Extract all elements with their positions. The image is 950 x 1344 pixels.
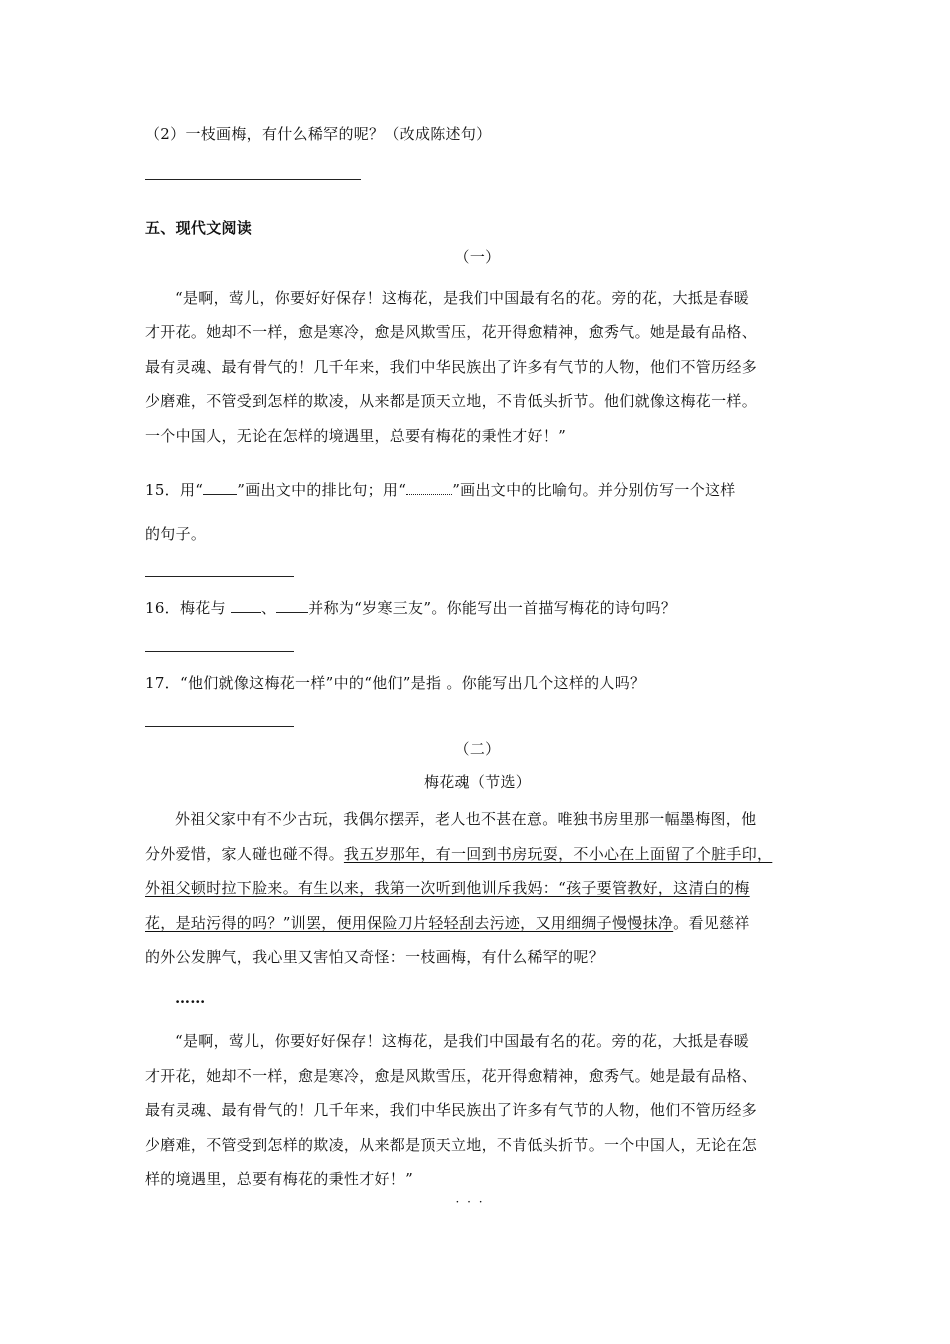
part2-p1-line-5: 的外公发脾气，我心里又害怕又奇怪：一枝画梅，有什么稀罕的呢？ [145,948,605,966]
part2-p2-line-4: 少磨难，不管受到怎样的欺凌，从来都是顶天立地，不肯低头折节。一个中国人，无论在怎 [145,1136,758,1154]
part1-line-2: 才开花。她却不一样，愈是寒冷，愈是风欺雪压，花开得愈精神，愈秀气。她是最有品格、 [145,323,758,341]
part1-line-4: 少磨难，不管受到怎样的欺凌，从来都是顶天立地，不肯低头折节。他们就像这梅花一样。 [145,392,758,410]
part2-p1-line-2 [145,844,810,864]
part2-p1-line-1: 外祖父家中有不少古玩，我偶尔摆弄，老人也不甚在意。唯独书房里那一幅墨梅图，他 [175,810,757,828]
question-15 [145,480,810,500]
question-2-text: （2）一枝画梅，有什么稀罕的呢？（改成陈述句） [145,125,492,143]
part1-line-3: 最有灵魂、最有骨气的！几千年来，我们中华民族出了许多有气节的人物，他们不管历经多 [145,358,758,376]
straight-line-symbol [203,480,237,495]
part2-p2-line-1: “是啊，莺儿，你要好好保存！这梅花，是我们中国最有名的花。旁的花，大抵是春暖 [175,1032,750,1050]
q15-text-c: ”画出文中的比喻句。并分别仿写一个这样 [452,481,736,499]
q16-text-b: 、 [260,599,277,617]
answer-line-q17[interactable] [145,726,294,727]
answer-line-q16[interactable] [145,651,294,652]
q15-continuation: 的句子。 [145,525,207,543]
answer-line-q2[interactable] [145,179,361,180]
ellipsis: …… [175,989,206,1007]
part2-p2-line-3: 最有灵魂、最有骨气的！几千年来，我们中华民族出了许多有气节的人物，他们不管历经多 [145,1101,758,1119]
part2-p1-line-4 [145,913,810,933]
p1-line2-plain: 分外爱惜，家人碰也碰不得。 [145,845,344,863]
part2-title: 梅花魂（节选） [423,773,532,791]
question-17: 17．“他们就像这梅花一样”中的“他们”是指 。你能写出几个这样的人吗？ [145,674,646,692]
part1-label: （一） [454,248,501,266]
part2-p2-line-5: 样的境遇里，总要有梅花的秉性才好！” [145,1170,414,1188]
q16-text-c: 并称为“岁寒三友”。你能写出一首描写梅花的诗句吗？ [308,599,677,617]
question-16 [145,598,810,618]
q15-text-a: 15．用“ [145,481,204,499]
q16-text-a: 16．梅花与 [145,599,231,617]
part2-label: （二） [454,740,501,758]
q16-blank-1[interactable] [231,598,261,613]
p1-line2-underlined: 我五岁那年，有一回到书房玩耍，不小心在上面留了个脏手印， [343,845,773,863]
p1-line4-underlined: 花，是玷污得的吗？”训罢，便用保险刀片轻轻刮去污迹，又用细绸子慢慢抹净 [145,914,674,932]
q16-blank-2[interactable] [276,598,308,613]
section-title: 五、现代文阅读 [145,219,253,237]
page-marker-dots: · · · [455,1195,485,1209]
part1-line-1: “是啊，莺儿，你要好好保存！这梅花，是我们中国最有名的花。旁的花，大抵是春暖 [175,289,750,307]
part2-p2-line-2: 才开花，她却不一样，愈是寒冷，愈是风欺雪压，花开得愈精神，愈秀气。她是最有品格、 [145,1067,758,1085]
p1-line4-plain: 。看见慈祥 [673,914,750,932]
p1-line3-underlined: 外祖父顿时拉下脸来。有生以来，我第一次听到他训斥我妈：“孩子要管教好，这清白的梅 [145,879,750,897]
q15-text-b: ”画出文中的排比句；用“ [237,481,407,499]
answer-line-q15[interactable] [145,576,294,577]
part2-p1-line-3 [145,878,810,898]
part1-line-5: 一个中国人，无论在怎样的境遇里，总要有梅花的秉性才好！” [145,427,567,445]
wavy-line-symbol [406,480,452,495]
